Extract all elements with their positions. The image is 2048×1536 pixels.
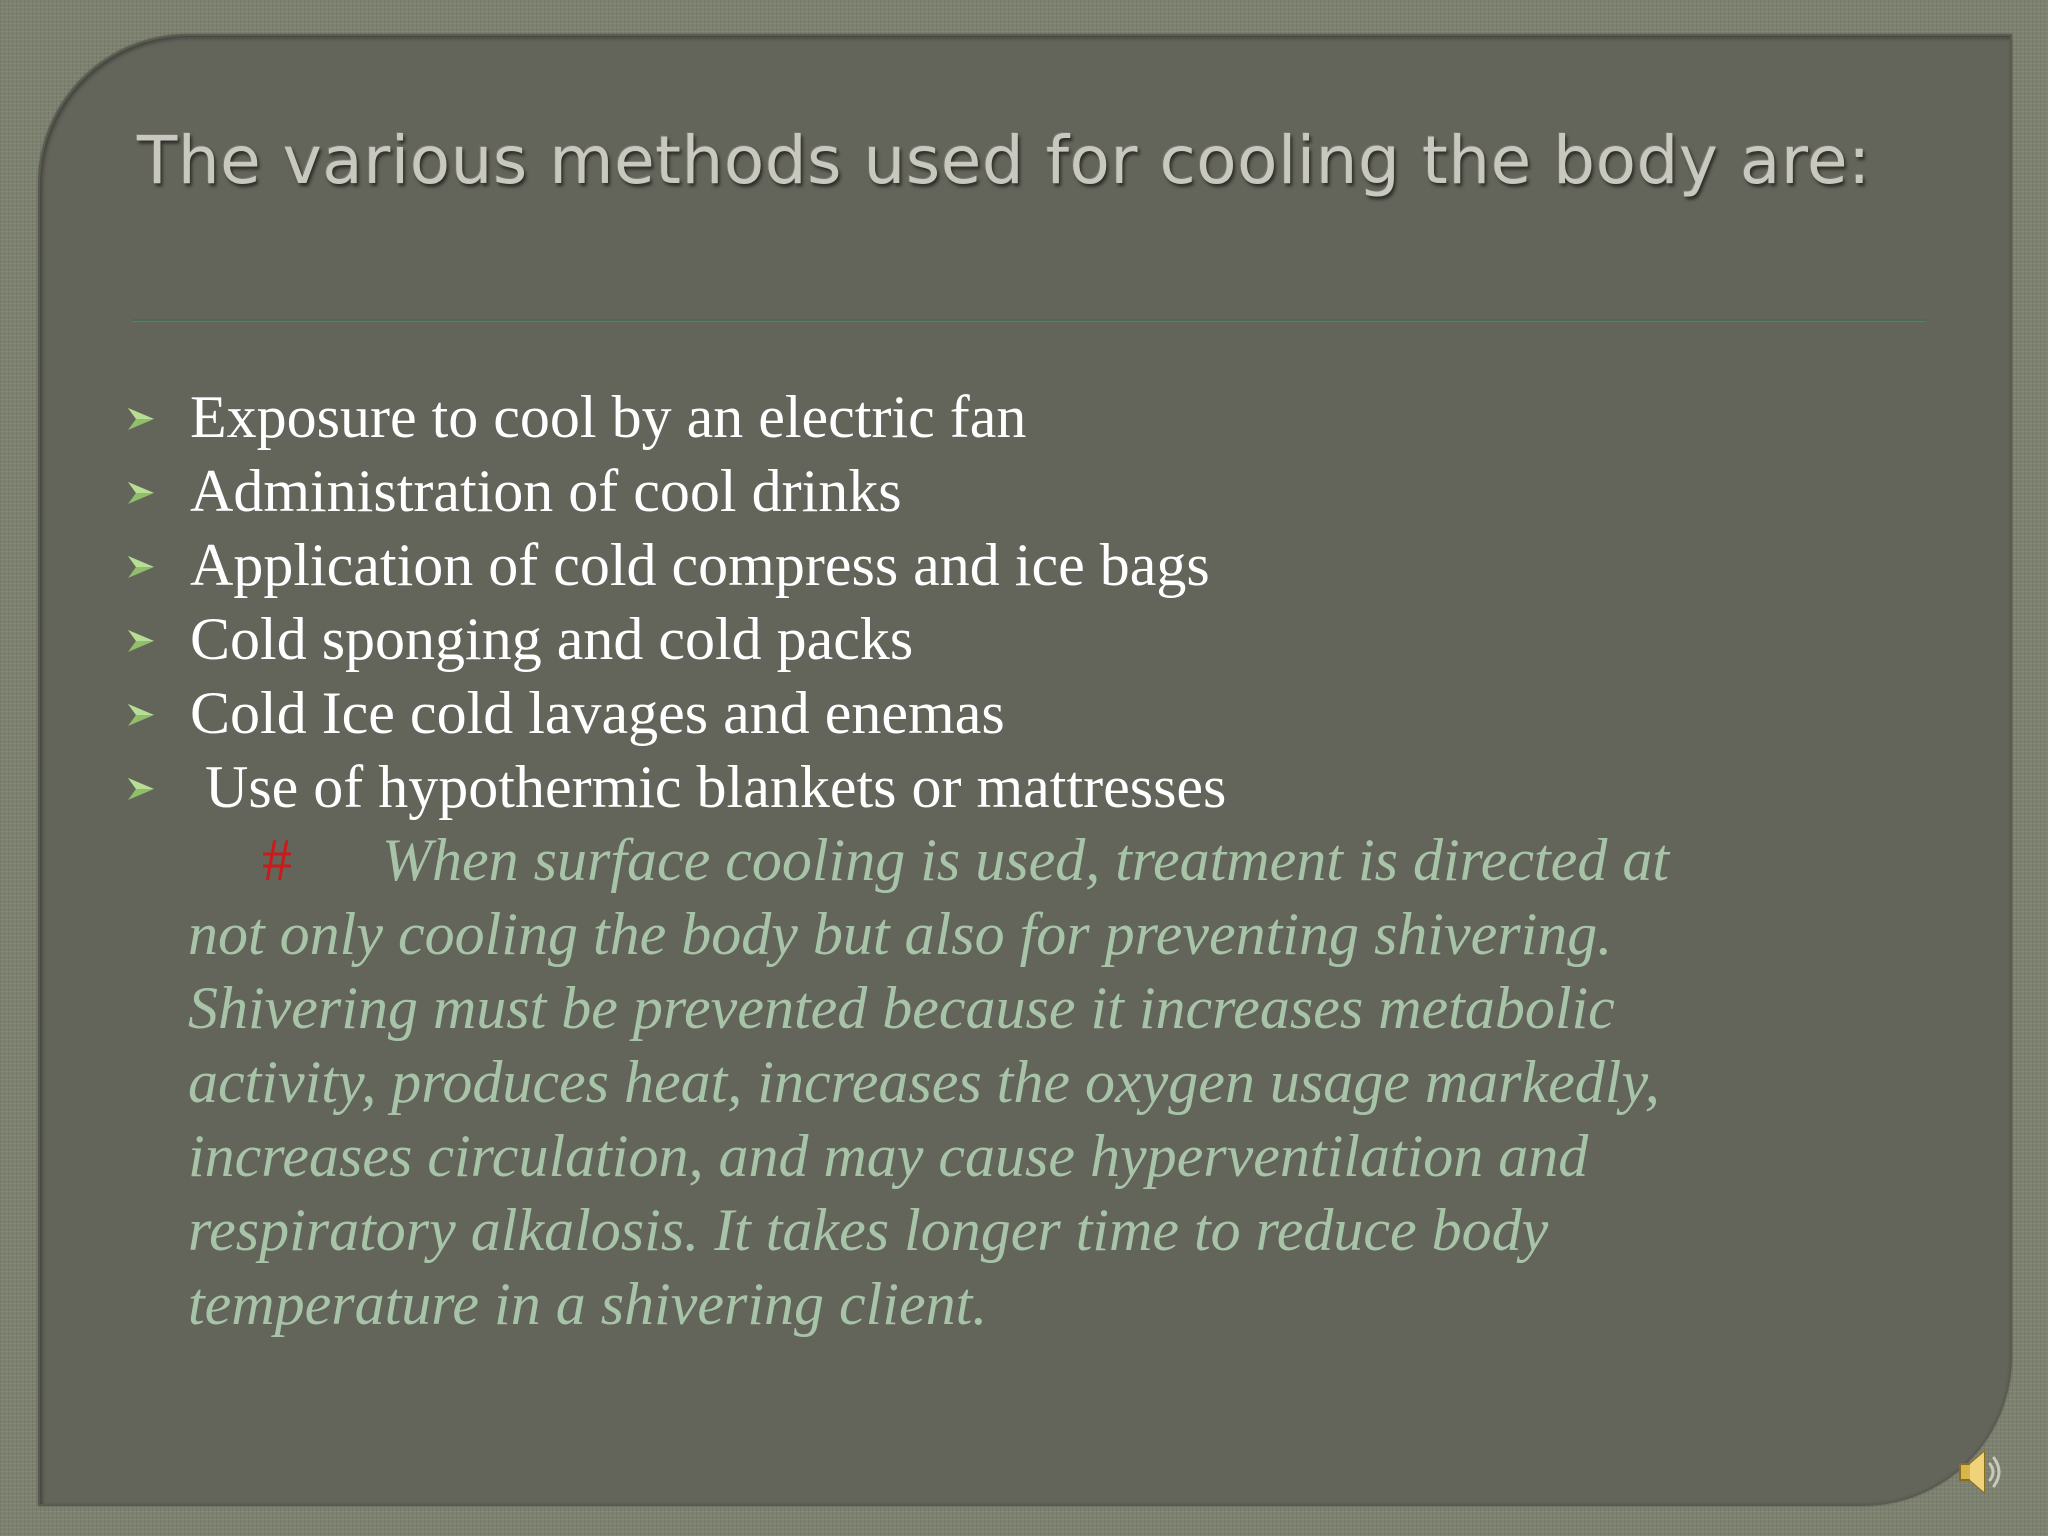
speaker-icon[interactable]: [1956, 1442, 2006, 1502]
bullet-text: Use of hypothermic blankets or mattresses: [190, 754, 1227, 820]
green-arrowhead-icon: [126, 626, 156, 656]
note-line: Shivering must be prevented because it increases metabolic: [188, 975, 1615, 1041]
note-line: temperature in a shivering client.: [188, 1271, 988, 1337]
note-line: respiratory alkalosis. It takes longer time to reduce body: [188, 1197, 1549, 1263]
bullet-text: Exposure to cool by an electric fan: [190, 384, 1027, 450]
green-arrowhead-icon: [126, 552, 156, 582]
note-line: activity, produces heat, increases the oxygen usage markedly,: [188, 1049, 1660, 1115]
note-text: When surface cooling is used, treatment is directed at: [382, 827, 1669, 893]
shivering-note: [188, 823, 1908, 1341]
bullet-text: Application of cold compress and ice bags: [190, 532, 1210, 598]
note-marker: #: [262, 827, 292, 893]
note-line: not only cooling the body but also for preventing shivering.: [188, 901, 1613, 967]
bullet-text: Cold Ice cold lavages and enemas: [190, 680, 1005, 746]
bullet-text: Cold sponging and cold packs: [190, 606, 914, 672]
title-divider: [132, 319, 1926, 321]
green-arrowhead-icon: [126, 478, 156, 508]
green-arrowhead-icon: [126, 774, 156, 804]
slide-title: The various methods used for cooling the body are:: [137, 122, 1871, 199]
bullet-text: Administration of cool drinks: [190, 458, 902, 524]
note-line: [0, 823, 1908, 897]
green-arrowhead-icon: [126, 404, 156, 434]
note-line: increases circulation, and may cause hyperventilation and: [188, 1123, 1589, 1189]
green-arrowhead-icon: [126, 700, 156, 730]
